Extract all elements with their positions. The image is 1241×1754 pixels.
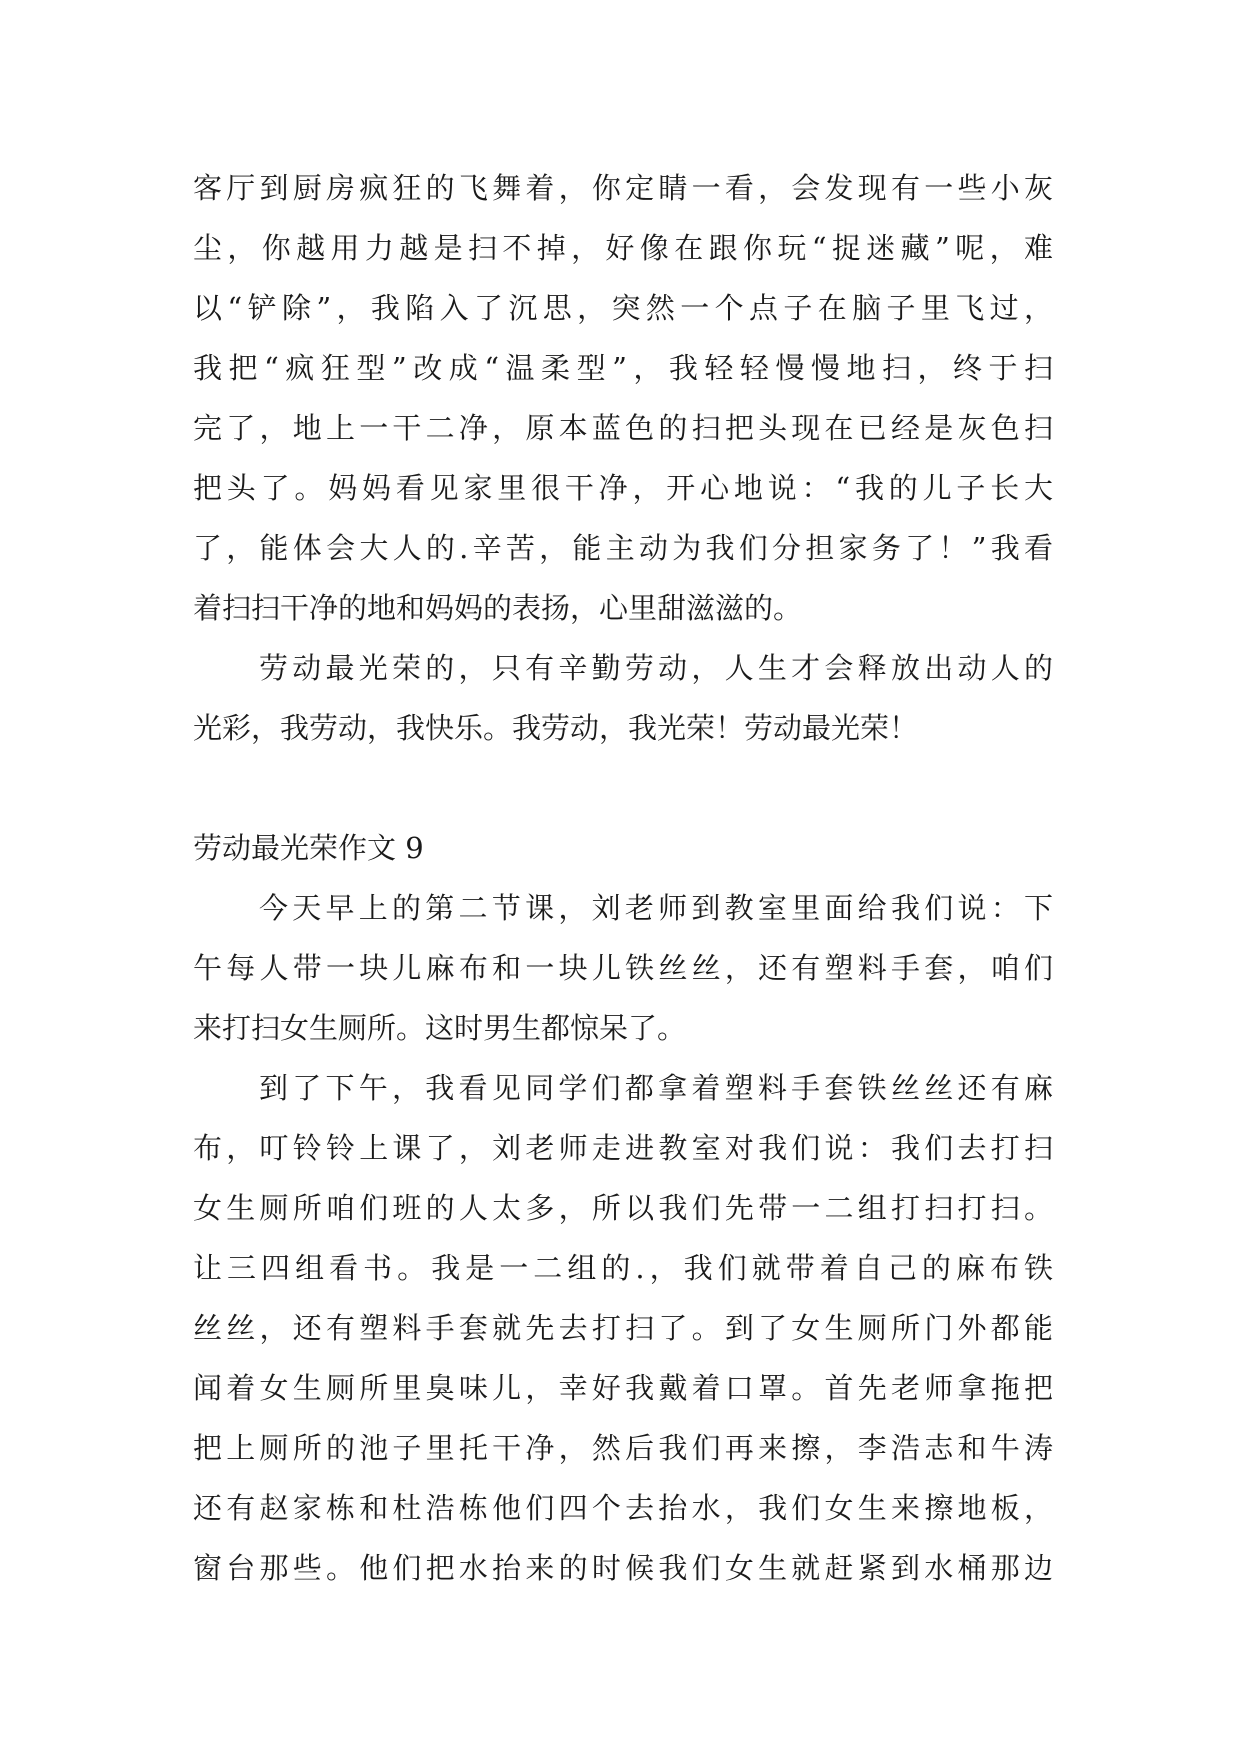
paragraph-announcement — [193, 878, 1053, 1058]
text-line: 女生厕所咱们班的人太多，所以我们先带一二组打扫打扫。 — [193, 1191, 1053, 1225]
text-line: 劳动最光荣的，只有辛勤劳动，人生才会释放出动人的 — [259, 651, 1053, 685]
text-line: 尘，你越用力越是扫不掉，好像在跟你玩“捉迷藏”呢，难 — [193, 231, 1053, 265]
text-line: 今天早上的第二节课，刘老师到教室里面给我们说：下 — [259, 891, 1053, 925]
text-line: 完了，地上一干二净，原本蓝色的扫把头现在已经是灰色扫 — [193, 411, 1053, 445]
text-line: 把上厕所的池子里托干净，然后我们再来擦，李浩志和牛涛 — [193, 1431, 1053, 1465]
text-line: 让三四组看书。我是一二组的.，我们就带着自己的麻布铁 — [193, 1251, 1053, 1285]
text-line: 光彩，我劳动，我快乐。我劳动，我光荣！劳动最光荣！ — [193, 711, 919, 745]
text-line: 到了下午，我看见同学们都拿着塑料手套铁丝丝还有麻 — [259, 1071, 1053, 1105]
text-line: 着扫扫干净的地和妈妈的表扬，心里甜滋滋的。 — [193, 591, 803, 625]
text-line: 了，能体会大人的.辛苦，能主动为我们分担家务了！”我看 — [193, 531, 1053, 565]
paragraph-conclusion — [193, 638, 1053, 758]
document-body — [193, 158, 1053, 1598]
text-line: 午每人带一块儿麻布和一块儿铁丝丝，还有塑料手套，咱们 — [193, 951, 1053, 985]
paragraph-cleaning — [193, 1058, 1053, 1598]
text-line: 闻着女生厕所里臭味儿，幸好我戴着口罩。首先老师拿拖把 — [193, 1371, 1053, 1405]
essay-title: 劳动最光荣作文 9 — [193, 831, 424, 865]
text-line: 把头了。妈妈看见家里很干净，开心地说：“我的儿子长大 — [193, 471, 1053, 505]
text-line: 布，叮铃铃上课了，刘老师走进教室对我们说：我们去打扫 — [193, 1131, 1053, 1165]
paragraph-sweeping-story — [193, 158, 1053, 638]
text-line: 丝丝，还有塑料手套就先去打扫了。到了女生厕所门外都能 — [193, 1311, 1053, 1345]
text-line: 窗台那些。他们把水抬来的时候我们女生就赶紧到水桶那边 — [193, 1551, 1053, 1585]
text-line: 来打扫女生厕所。这时男生都惊呆了。 — [193, 1011, 687, 1045]
text-line: 以“铲除”，我陷入了沉思，突然一个点子在脑子里飞过， — [193, 291, 1053, 325]
text-line: 客厅到厨房疯狂的飞舞着，你定睛一看，会发现有一些小灰 — [193, 171, 1053, 205]
text-line: 还有赵家栋和杜浩栋他们四个去抬水，我们女生来擦地板， — [193, 1491, 1053, 1525]
text-line: 我把“疯狂型”改成“温柔型”，我轻轻慢慢地扫，终于扫 — [193, 351, 1053, 385]
